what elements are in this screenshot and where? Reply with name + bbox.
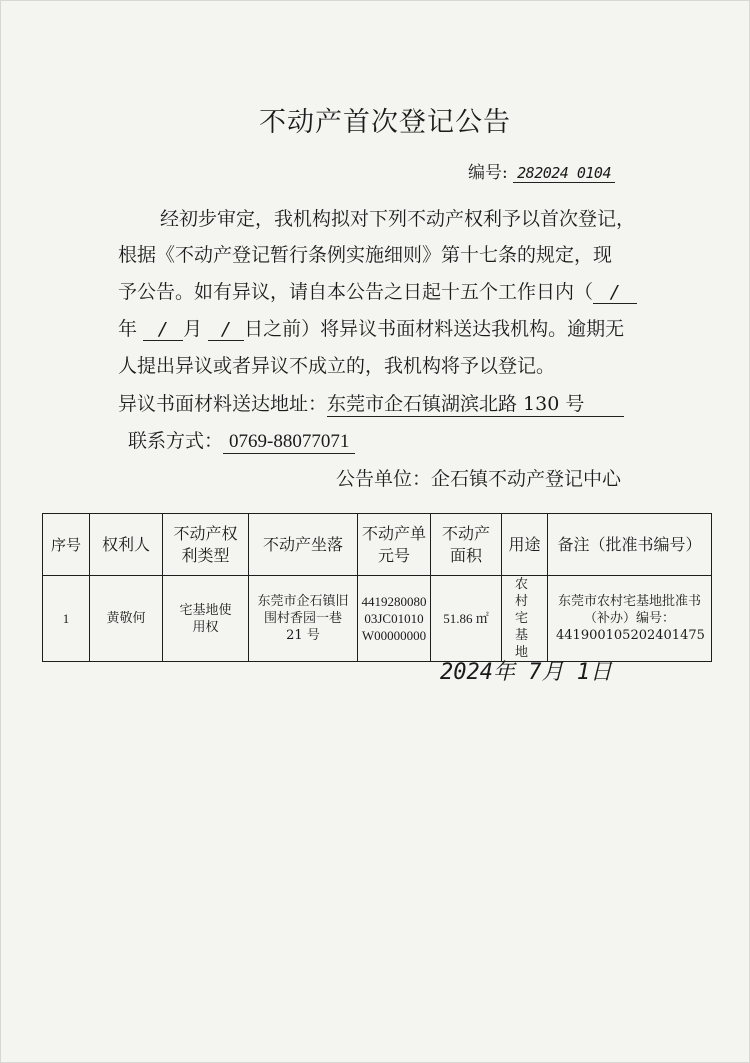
contact-label: 联系方式： — [128, 430, 224, 452]
address-value: 东莞市企石镇湖滨北路 130 号 — [327, 389, 624, 417]
header-holder: 权利人 — [90, 514, 163, 576]
month-unit: 月 — [183, 318, 203, 340]
cell-no: 1 — [43, 576, 90, 662]
paragraph-line-1: 经初步审定，我机构拟对下列不动产权利予以首次登记， — [160, 208, 636, 230]
table-row — [43, 576, 712, 662]
header-area: 不动产面积 — [431, 514, 502, 576]
paragraph-line-3-text: 予公告。如有异议，请自本公告之日起十五个工作日内（ — [118, 281, 594, 303]
cell-use: 农村宅基地 — [502, 576, 548, 662]
contact-line — [128, 426, 355, 454]
cell-right-type: 宅基地使用权 — [163, 576, 249, 662]
paragraph-line-3 — [118, 277, 637, 304]
address-line — [118, 389, 624, 417]
reference-number — [468, 158, 615, 183]
address-label: 异议书面材料送达地址： — [118, 393, 328, 415]
year-unit: 年 — [118, 318, 138, 340]
header-right-type: 不动产权利类型 — [163, 514, 249, 576]
contact-value: 0769-88077071 — [223, 431, 355, 454]
blank-month: / — [143, 319, 183, 341]
paragraph-line-2: 根据《不动产登记暂行条例实施细则》第十七条的规定，现 — [118, 244, 613, 266]
header-no: 序号 — [43, 514, 90, 576]
paragraph-line-4 — [118, 314, 624, 341]
blank-day: / — [208, 319, 244, 341]
header-location: 不动产坐落 — [249, 514, 358, 576]
table-header-row — [43, 514, 712, 576]
header-unit-no: 不动产单元号 — [358, 514, 431, 576]
cell-area: 51.86 ㎡ — [431, 576, 502, 662]
blank-year: / — [593, 282, 637, 304]
registration-table — [42, 513, 712, 662]
issuer: 公告单位：企石镇不动产登记中心 — [336, 468, 622, 490]
cell-location: 东莞市企石镇旧围村香园一巷 21 号 — [249, 576, 358, 662]
header-remark: 备注（批准书编号） — [548, 514, 712, 576]
paragraph-line-4-text: 日之前）将异议书面材料送达我机构。逾期无 — [244, 318, 625, 340]
cell-holder: 黄敬何 — [90, 576, 163, 662]
signature-date: 2024年 7月 1日 — [440, 660, 612, 685]
cell-remark: 东莞市农村宅基地批准书（补办）编号：441900105202401475 — [548, 576, 712, 662]
notice-title: 不动产首次登记公告 — [259, 107, 511, 138]
paragraph-line-5: 人提出异议或者异议不成立的，我机构将予以登记。 — [118, 355, 556, 377]
reference-value: 282024 0104 — [513, 164, 615, 183]
reference-label: 编号: — [468, 163, 508, 183]
header-use: 用途 — [502, 514, 548, 576]
cell-unit-no: 441928008003JC01010W00000000 — [358, 576, 431, 662]
